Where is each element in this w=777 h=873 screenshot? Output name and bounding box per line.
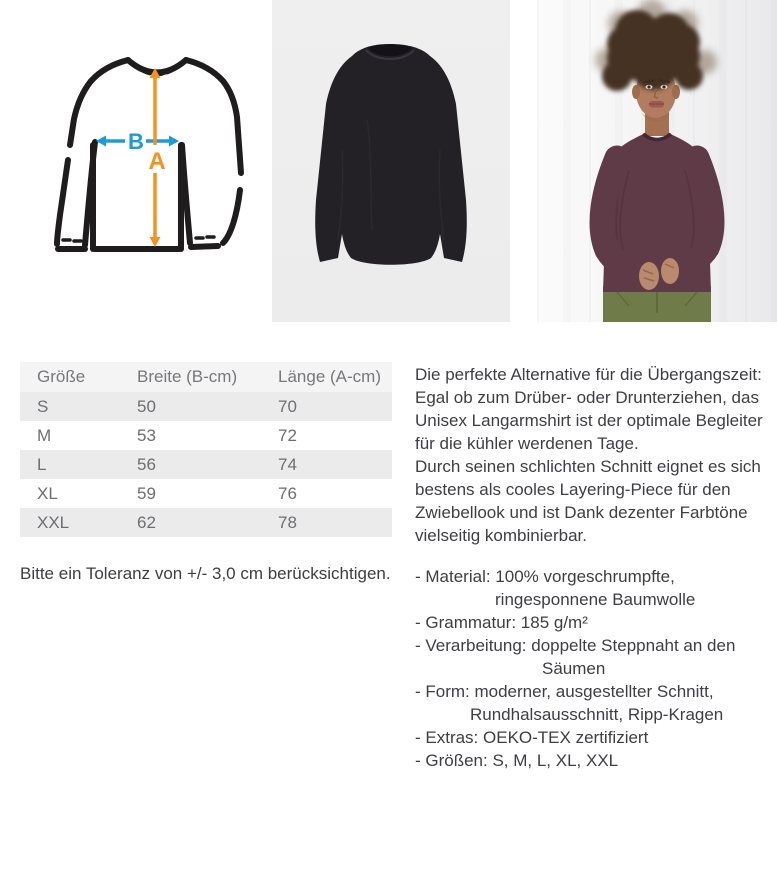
spec-line-groessen: - Größen: S, M, L, XL, XXL — [415, 751, 619, 770]
spec-line-extras: - Extras: OEKO-TEX zertifiziert — [415, 728, 649, 747]
size-cell: 78 — [278, 512, 297, 532]
spec-line-verarbeitung-cont: Säumen — [542, 659, 606, 678]
description-line: für die kühler werdenen Tage. — [415, 434, 639, 453]
size-cell: M — [37, 425, 52, 445]
size-cell: S — [37, 396, 49, 416]
description-line: Die perfekte Alternative für die Übergangszeit: — [415, 365, 762, 384]
size-cell: XXL — [37, 512, 70, 532]
description-line: Zwiebellook und ist Dank dezenter Farbtöne — [415, 503, 748, 522]
spec-line-material-cont: ringesponnene Baumwolle — [495, 590, 696, 609]
size-cell: 74 — [278, 454, 297, 474]
longsleeve-outline-icon — [45, 45, 250, 265]
size-row-xl — [20, 479, 392, 508]
description-line: vielseitig kombinierbar. — [415, 526, 587, 545]
length-arrow-icon — [148, 68, 165, 247]
description-line: Durch seinen schlichten Schnitt eignet es sich — [415, 457, 761, 476]
size-cell: 70 — [278, 396, 297, 416]
size-cell: 56 — [137, 454, 156, 474]
size-row-l — [20, 450, 392, 479]
model-wearing-longsleeve-image — [537, 0, 777, 322]
spec-line-form-cont: Rundhalsausschnitt, Ripp-Kragen — [470, 705, 724, 724]
black-longsleeve-image — [272, 0, 510, 322]
spec-line-form: - Form: moderner, ausgestellter Schnitt, — [415, 682, 714, 701]
size-table — [20, 362, 392, 537]
description-line: Unisex Langarmshirt ist der optimale Begleiter — [415, 411, 763, 430]
size-cell: 50 — [137, 396, 156, 416]
size-cell: 62 — [137, 512, 156, 532]
spec-line-verarbeitung: - Verarbeitung: doppelte Steppnaht an den — [415, 636, 736, 655]
width-label: B — [128, 129, 144, 154]
spec-line-material: - Material: 100% vorgeschrumpfte, — [415, 567, 675, 586]
description-intro — [415, 363, 777, 547]
description-line: Egal ob zum Drüber- oder Drunterziehen, das — [415, 388, 759, 407]
product-photo-flat-black — [272, 0, 510, 322]
width-arrow-icon — [96, 129, 179, 154]
description-specs — [415, 565, 777, 772]
col-header-groesse: Größe — [37, 367, 86, 386]
description-line: bestens als cooles Layering-Piece für den — [415, 480, 731, 499]
col-header-laenge: Länge (A-cm) — [278, 367, 381, 386]
size-cell: L — [37, 454, 47, 474]
size-table-header-row — [20, 362, 392, 392]
length-label: A — [148, 148, 166, 175]
size-cell: 76 — [278, 483, 297, 503]
col-header-breite: Breite (B-cm) — [137, 367, 238, 386]
product-description — [415, 363, 777, 772]
afro-hair — [595, 0, 717, 91]
product-photo-model — [537, 0, 777, 322]
tolerance-note: Bitte ein Toleranz von +/- 3,0 cm berücksichtigen. — [20, 564, 391, 583]
size-cell: 72 — [278, 425, 297, 445]
size-row-m — [20, 421, 392, 450]
size-cell: XL — [37, 483, 58, 503]
size-measurement-diagram — [45, 45, 250, 265]
spec-line-grammatur: - Grammatur: 185 g/m² — [415, 613, 588, 632]
size-row-xxl — [20, 508, 392, 537]
size-cell: 59 — [137, 483, 156, 503]
size-cell: 53 — [137, 425, 156, 445]
size-row-s — [20, 392, 392, 421]
